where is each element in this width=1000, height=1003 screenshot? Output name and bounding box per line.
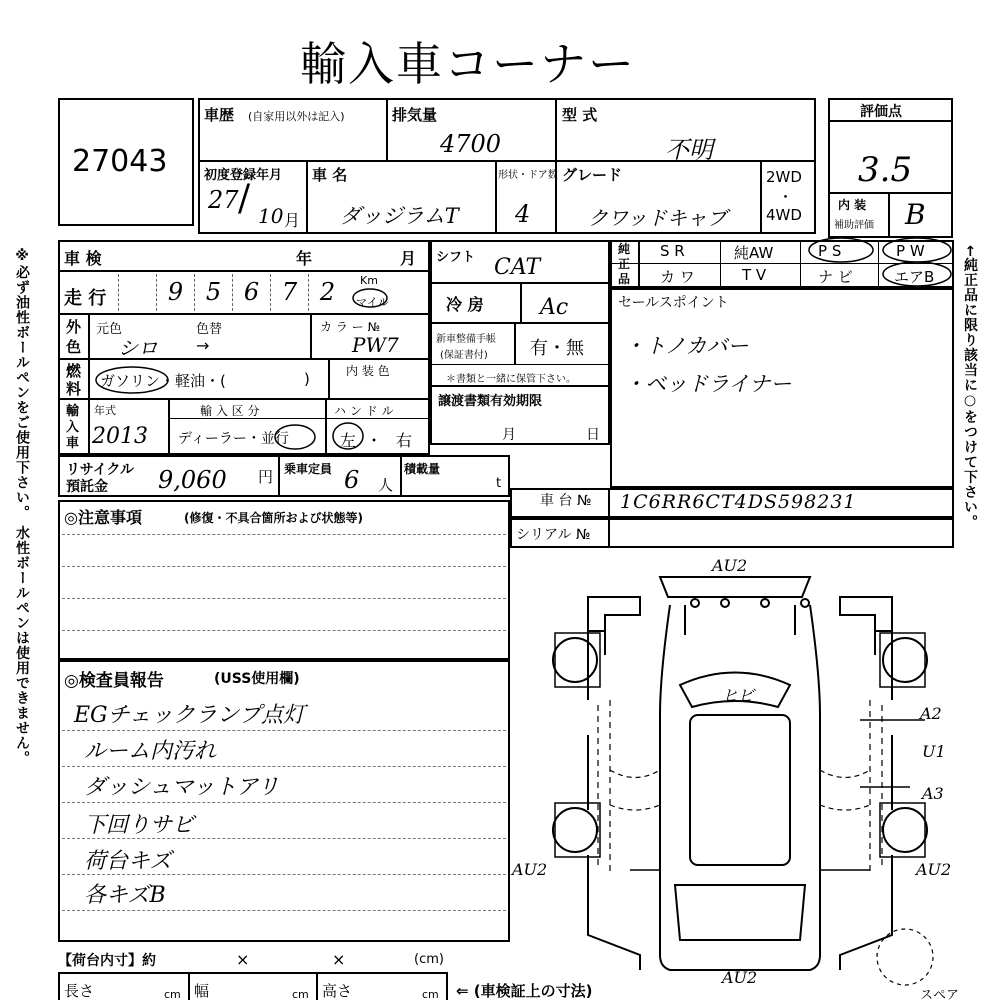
inspector-line-4: 下回りサビ [84,813,195,838]
car-name-value: ダッジラムT [340,204,459,228]
genuine-label-3: 品 [618,272,631,286]
inspection-year-label: 年 [296,249,313,268]
dim-height-unit: cm [422,988,439,1001]
dim-length-label: 長さ [64,982,95,1000]
interior-rating-label: 内 装 [838,198,867,212]
chassis-value: 1C6RR6CT4DS598231 [620,491,857,513]
drive-dot: ・ [778,188,794,206]
car-name-label: 車 名 [312,166,348,184]
dim-height-label: 高さ [322,982,353,1000]
doors-value: 4 [515,200,531,228]
sales-point-2: ・ベッドライナー [624,372,792,396]
color-number-label: カ ラ ー № [320,320,380,334]
displacement-value: 4700 [440,130,502,158]
transfer-month: 月 [502,427,516,443]
inspection-label: 車 検 [64,249,102,268]
import-label-3: 車 [66,436,80,451]
dims-note: ⇐ (車検証上の寸法) [456,982,593,1000]
spare-label: スペア [920,988,960,1003]
serial-label: シリアル № [516,527,591,543]
dim-length-unit: cm [164,988,181,1001]
maintenance-label-2: (保証書付) [440,350,488,361]
genuine-tv: T V [742,266,767,284]
left-handle-circle-mark [330,420,366,452]
rating-label: 評価点 [860,104,902,120]
sales-point-1: ・トノカバー [624,334,749,358]
recycle-label-1: リサイクル [66,462,135,478]
fuel-options-close: ) [304,370,310,388]
fuel-options: ガソリン・軽油・( [100,372,226,390]
interior-color-label: 内 装 色 [346,364,390,378]
first-registration-label: 初度登録年月 [204,168,283,183]
import-category-options: ディーラー・並行 [178,431,289,447]
handle-dot: ・ [366,431,383,450]
inspector-line-5: 荷台キズ [84,849,172,874]
load-unit: t [496,476,502,491]
inspector-line-2: ルーム内汚れ [84,739,217,764]
mile-circle-mark [350,286,390,310]
genuine-navi: ナ ビ [818,268,853,286]
transfer-day: 日 [586,427,600,443]
rating-value: 3.5 [858,150,913,190]
lot-number: 27043 [72,144,168,179]
genuine-pw: P W [896,242,925,260]
dim-width-label: 幅 [194,982,210,1000]
genuine-airbag: エアB [894,268,935,286]
displacement-label: 排気量 [392,106,438,124]
mileage-digit: 5 [194,274,232,311]
model-year-value: 2013 [92,424,148,449]
orig-color-label: 元色 [96,322,123,337]
first-registration-month: 10 [258,204,284,228]
capacity-label: 乗車定員 [284,462,333,476]
maintenance-value: 有・無 [530,338,584,359]
genuine-label-1: 純 [618,242,631,256]
transfer-label: 譲渡書類有効期限 [438,394,543,409]
shift-label: シフト [436,250,476,265]
cargo-x1: × [236,950,250,969]
inspector-title: ◎検査員報告 [64,671,164,691]
maintenance-note: ＊書類と一緒に保管下さい。 [446,374,576,385]
cargo-unit: (cm) [414,952,444,967]
inspector-line-6: 各キズB [84,883,166,908]
gasoline-circle-mark [92,364,172,396]
grade-label: グレード [562,166,623,184]
lot-number-box [58,98,194,226]
recycle-value: 9,060 [158,466,227,494]
inspector-subtitle: (USS使用欄) [214,671,300,687]
diagram-windshield-note: ヒビ [722,686,755,705]
aircon-label: 冷 房 [446,295,484,314]
inspection-month-label: 月 [400,249,417,268]
mileage-digit: 6 [232,274,270,311]
diagram-label-top: AU2 [712,556,748,575]
model-type-label: 型 式 [562,106,598,124]
shift-value: CAT [494,255,541,280]
mileage-digit: 2 [308,274,346,311]
drive-4wd: 4WD [766,206,802,224]
cargo-x2: × [332,950,346,969]
fuel-label-2: 料 [66,380,82,398]
notes-title: ◎注意事項 [64,508,142,527]
first-registration-year: 27 [208,186,239,214]
diagram-label-left: AU2 [512,860,548,879]
diagram-label-a3: A3 [922,784,944,803]
maintenance-label-1: 新車整備手帳 [436,334,496,345]
mileage-digit [118,274,156,311]
handle-left: 左 [340,431,357,450]
diagram-label-u1: U1 [922,742,946,761]
handle-label: ハ ン ド ル [334,404,394,418]
page-title: 輸入車コーナー [300,37,636,91]
doors-label: 形状・ドア数 [498,170,558,181]
notes-subtitle: (修復・不具合箇所および状態等) [184,511,363,525]
chassis-label: 車 台 № [540,493,592,509]
side-note-right: ←純正品に限り該当に○をつけて下さい。 [962,245,978,530]
aircon-value: Ac [540,295,569,320]
import-label-1: 輸 [66,404,80,419]
mileage-unit-mile: マイル [356,296,389,309]
drive-2wd: 2WD [766,168,802,186]
inspector-line-1: EGチェックランプ点灯 [74,703,305,728]
car-damage-diagram [510,555,960,1000]
fuel-label-1: 燃 [66,362,82,380]
mileage-digit: 7 [270,274,308,311]
mileage-digit: 9 [156,274,194,311]
import-category-label: 輸 入 区 分 [200,404,260,418]
mileage-unit-km: Km [360,274,378,287]
genuine-ps: P S [818,242,842,260]
recycle-unit: 円 [258,468,274,486]
history-note: (自家用以外は記入) [248,110,345,123]
change-color-label: 色替 [196,322,223,337]
sales-points-label: セールスポイント [618,295,729,311]
handle-right: 右 [396,431,413,450]
genuine-sr: S R [660,242,685,260]
color-change-arrow: → [196,336,210,355]
genuine-label-2: 正 [618,257,631,271]
recycle-label-2: 預託金 [66,479,108,495]
model-type-value: 不明 [665,136,713,164]
history-label: 車歴 [204,106,235,124]
grade-value: クワッドキャブ [588,206,727,230]
load-label: 積載量 [404,462,441,476]
orig-color-value: シロ [118,336,158,360]
genuine-aw: 純AW [734,244,774,262]
import-label-2: 入 [66,420,80,435]
interior-rating-value: B [905,198,926,231]
genuine-kawa: カ ワ [660,268,695,286]
color-number-value: PW7 [352,333,399,357]
exterior-label-1: 外 [66,318,82,336]
mileage-label: 走 行 [64,288,107,309]
genuine-circle-marks [805,236,955,292]
capacity-value: 6 [344,466,360,494]
capacity-unit: 人 [378,476,394,494]
inspector-line-3: ダッシュマットアリ [84,775,280,800]
diagram-label-right: AU2 [916,860,952,879]
dim-width-unit: cm [292,988,309,1001]
parallel-circle-mark [270,422,320,452]
diagram-label-bottom: AU2 [722,968,758,987]
model-year-label: 年式 [94,404,116,417]
exterior-label-2: 色 [66,338,82,356]
side-note-left: ※必ず油性ボールペンをご使用下さい。 水性ボールペンは使用できません。 [14,248,30,766]
cargo-label: 【荷台内寸】約 [58,953,156,969]
aux-rating-label: 補助評価 [834,220,874,231]
first-registration-month-unit: 月 [284,211,301,230]
diagram-label-a2: A2 [920,704,942,723]
